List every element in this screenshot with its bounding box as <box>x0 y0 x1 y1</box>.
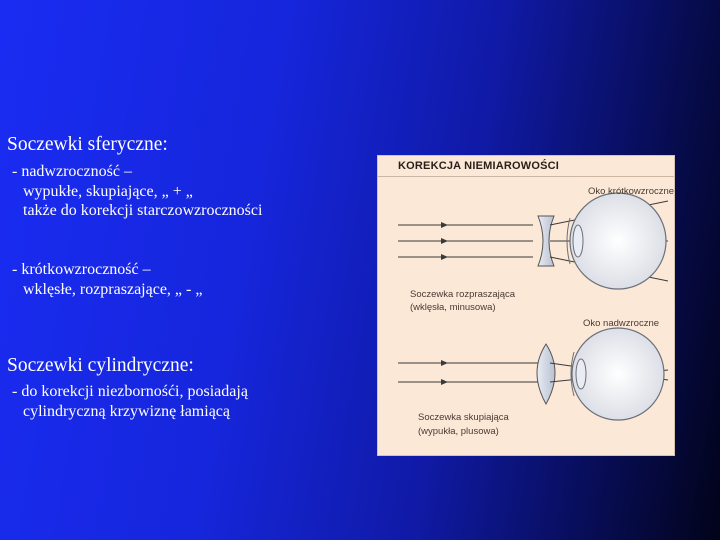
figure-title: KOREKCJA NIEMIAROWOŚCI <box>398 160 560 172</box>
figure-divider <box>378 176 674 177</box>
bullet-myopia-title: - krótkowzroczność – <box>12 261 151 278</box>
bullet-astigmatism-title: - do korekcji niezbornośći, posiadają <box>12 383 248 400</box>
eye-lens-icon <box>576 359 586 389</box>
label-converging-lens: Soczewka skupiająca <box>418 412 509 423</box>
vision-correction-figure <box>377 155 675 456</box>
eye-lens-icon <box>573 225 583 257</box>
bullet-myopia-desc: wklęsłe, rozpraszające, „ - „ <box>23 280 203 298</box>
hyperopic-eye-diagram <box>398 328 668 420</box>
ray-arrow <box>441 222 448 228</box>
ray-arrow <box>441 254 448 260</box>
bullet-hyperopia-note: także do korekcji starczowzroczności <box>23 202 263 219</box>
bullet-astigmatism <box>12 382 248 421</box>
label-myopic-eye: Oko krótkowzroczne <box>588 186 675 197</box>
convex-lens-icon <box>537 344 555 404</box>
eyeball-icon <box>570 193 666 289</box>
label-hyperopic-eye: Oko nadwzroczne <box>583 318 660 329</box>
ray-arrow <box>441 238 448 244</box>
heading-cylindrical-lenses: Soczewki cylindryczne: <box>7 355 194 376</box>
ray-arrow <box>441 379 448 385</box>
label-converging-lens-sub: (wypukła, plusowa) <box>418 426 499 437</box>
heading-spherical-lenses: Soczewki sferyczne: <box>7 134 168 155</box>
label-diverging-lens: Soczewka rozpraszająca <box>410 289 516 300</box>
bullet-myopia <box>12 260 202 299</box>
bullet-astigmatism-desc: cylindryczną krzywiznę łamiącą <box>23 402 230 420</box>
ray-arrow <box>441 360 448 366</box>
bullet-hyperopia-desc: wypukłe, skupiające, „ + „ <box>23 182 193 200</box>
bullet-hyperopia <box>12 162 262 221</box>
label-diverging-lens-sub: (wklęsła, minusowa) <box>410 302 496 313</box>
bullet-hyperopia-title: - nadwzroczność – <box>12 163 132 180</box>
myopic-eye-diagram <box>398 193 668 289</box>
